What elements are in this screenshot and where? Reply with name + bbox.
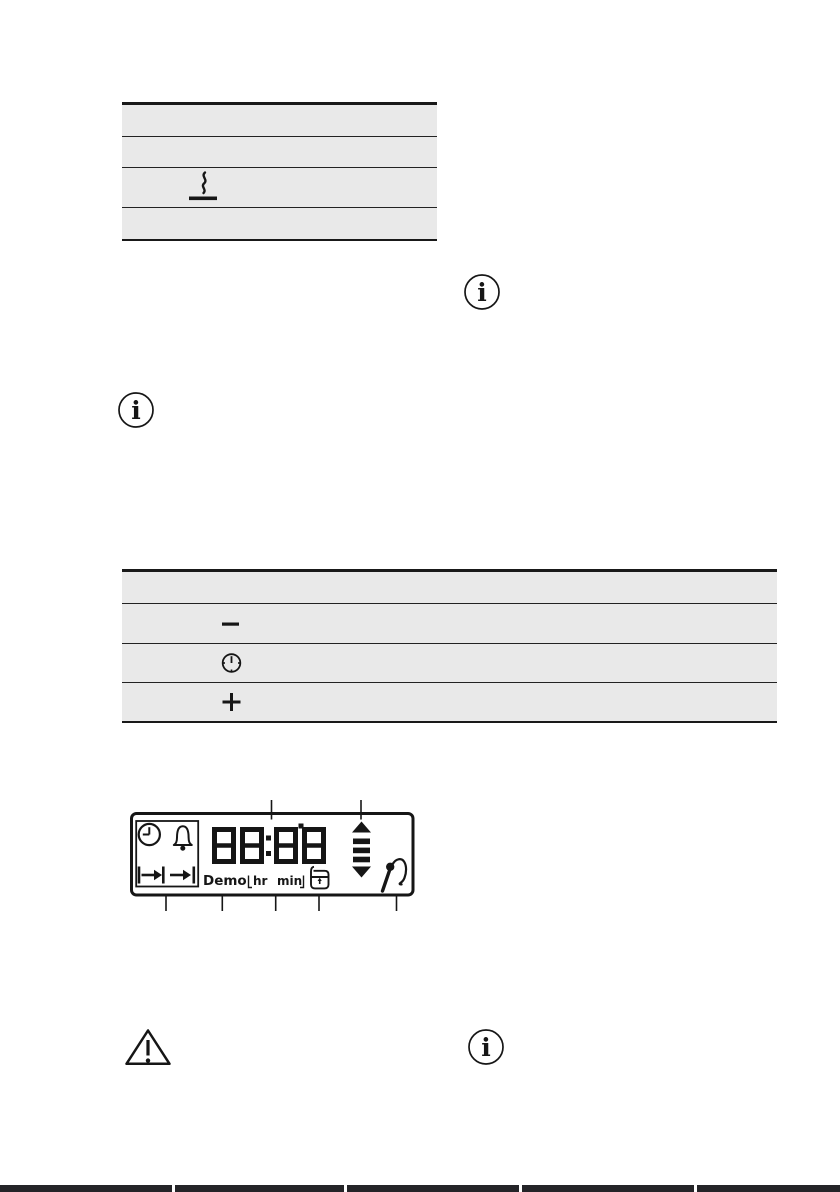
heat-level-indicator [352, 822, 371, 878]
info-icon [114, 388, 158, 432]
page-thumbnail-strip [0, 1185, 840, 1192]
table-row [122, 683, 777, 723]
minus-icon [220, 612, 244, 636]
info-icon-glyph: i [131, 396, 141, 425]
page-thumbnail[interactable] [522, 1185, 694, 1192]
keep-warm-icon [186, 170, 226, 205]
plus-icon [220, 690, 244, 714]
table-row [122, 644, 777, 683]
page-thumbnail[interactable] [175, 1185, 344, 1192]
callout-lines-bottom [166, 897, 397, 912]
page-thumbnail[interactable] [0, 1185, 172, 1192]
page-thumbnail[interactable] [347, 1185, 519, 1192]
minute-minder-clock-icon [220, 651, 244, 675]
oven-functions-table [122, 102, 437, 241]
info-icon-glyph: i [481, 1033, 491, 1062]
table-row [122, 168, 437, 208]
page-thumbnail[interactable] [697, 1185, 840, 1192]
clock-buttons-table [122, 569, 777, 723]
min-label: min [277, 874, 303, 888]
table-row [122, 604, 777, 644]
demo-label: Demo [203, 873, 247, 889]
display-body [132, 814, 414, 896]
info-icon-glyph: i [477, 278, 487, 307]
timer-display-diagram [118, 795, 430, 917]
info-icon [460, 270, 504, 314]
decimal-dot [299, 824, 304, 829]
warning-triangle-icon [120, 1024, 176, 1072]
hr-label: hr [253, 874, 268, 888]
info-icon [464, 1025, 508, 1069]
table-row [122, 572, 777, 604]
table-row [122, 105, 437, 137]
table-row [122, 208, 437, 241]
table-row [122, 137, 437, 168]
